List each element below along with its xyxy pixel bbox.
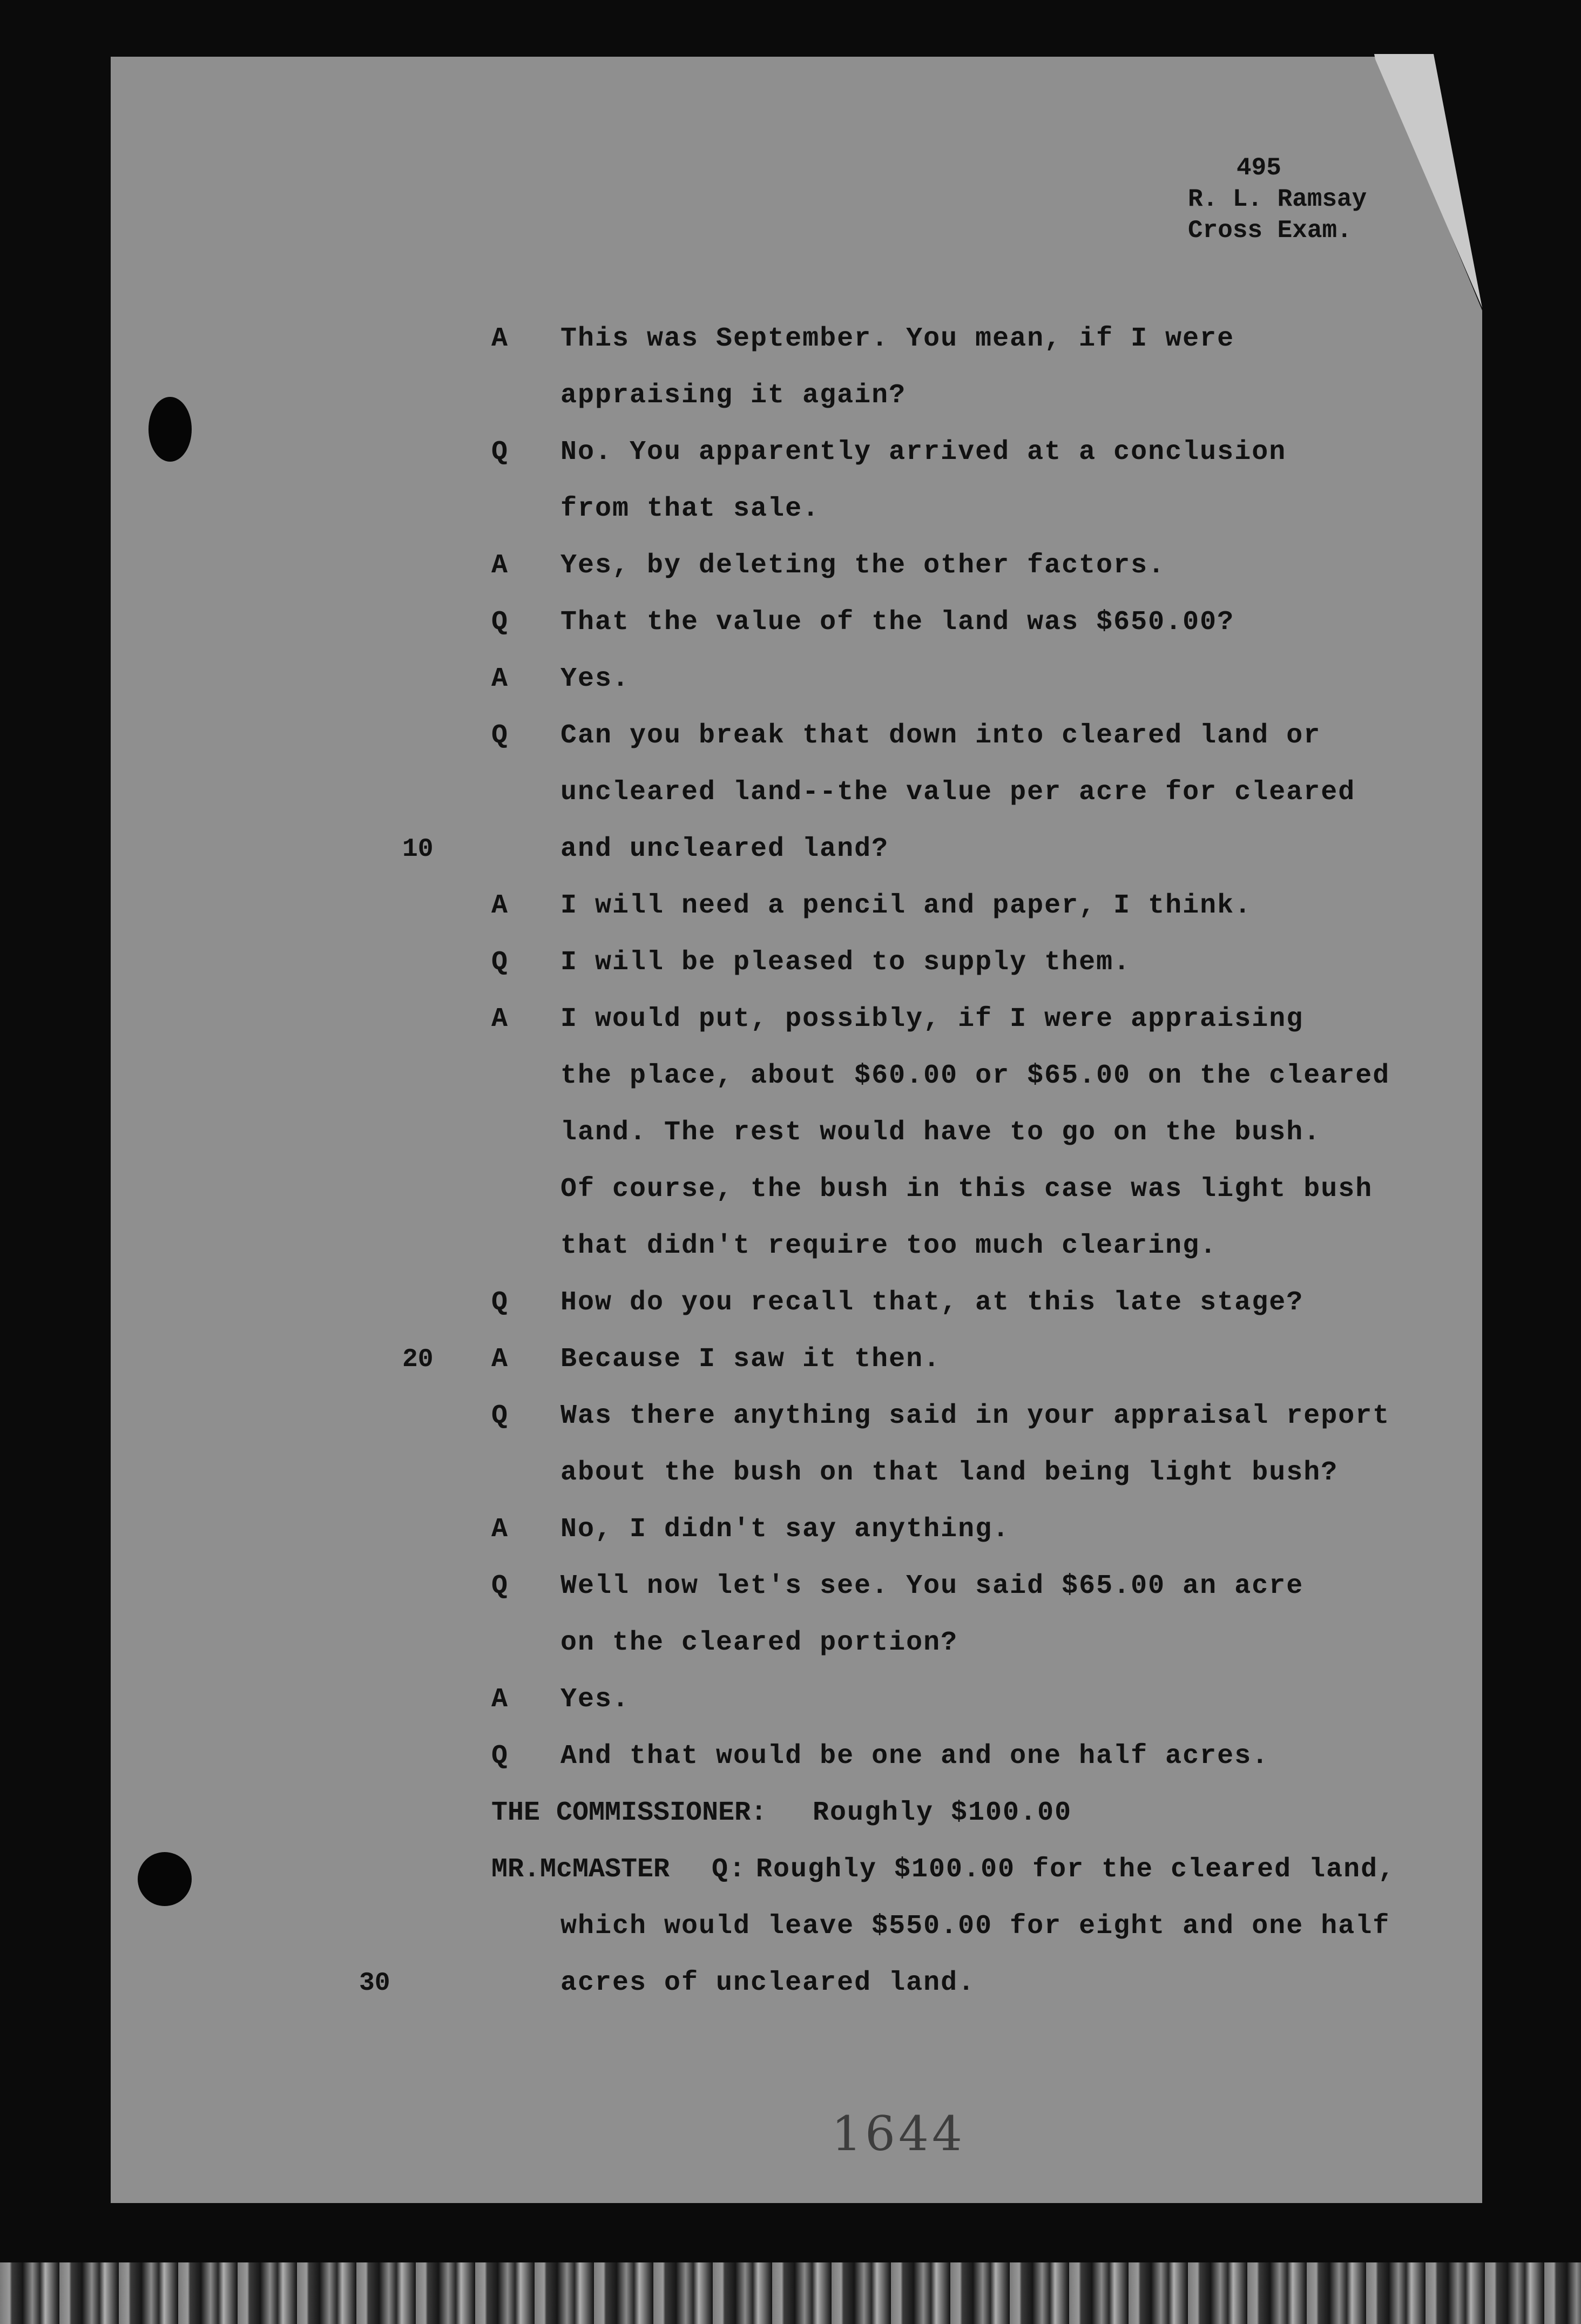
line-text: the place, about $60.00 or $65.00 on the cleared (560, 1060, 1390, 1091)
line-text: on the cleared portion? (560, 1627, 958, 1658)
line-number-20: 20 (402, 1345, 434, 1374)
speaker-marker: A (491, 1344, 508, 1375)
line-text: How do you recall that, at this late stage? (560, 1287, 1304, 1318)
line-text: Yes. (560, 664, 630, 694)
line-text: I will be pleased to supply them. (560, 947, 1131, 978)
line-text: and uncleared land? (560, 834, 889, 864)
line-text: I would put, possibly, if I were appraising (560, 1004, 1304, 1035)
line-text: land. The rest would have to go on the bush. (560, 1117, 1321, 1148)
speaker-marker: Q (491, 1287, 508, 1318)
mcmaster-marker: Q: (712, 1854, 747, 1885)
mcmaster-text: Roughly $100.00 for the cleared land, (756, 1854, 1396, 1885)
speaker-marker: A (491, 664, 508, 694)
speaker-marker: Q (491, 607, 508, 638)
film-strip-edge (0, 2262, 1581, 2324)
speaker-marker: Q (491, 1401, 508, 1431)
continuation-line: which would leave $550.00 for eight and one half (560, 1911, 1390, 1942)
speaker-marker: A (491, 890, 508, 921)
line-text: Yes. (560, 1684, 630, 1715)
speaker-marker: Q (491, 437, 508, 468)
line-text: That the value of the land was $650.00? (560, 607, 1235, 638)
line-number-10: 10 (402, 835, 434, 864)
speaker-marker: A (491, 1514, 508, 1545)
line-text: This was September. You mean, if I were (560, 323, 1235, 354)
line-text: I will need a pencil and paper, I think. (560, 890, 1252, 921)
line-text: And that would be one and one half acres. (560, 1741, 1269, 1772)
speaker-marker: A (491, 1004, 508, 1035)
speaker-marker: Q (491, 720, 508, 751)
line-text: uncleared land--the value per acre for cleared (560, 777, 1356, 808)
commissioner-speaker: THE COMMISSIONER: (491, 1798, 767, 1828)
speaker-marker: A (491, 323, 508, 354)
page-number: 495 (1237, 154, 1281, 182)
mcmaster-speaker: MR.McMASTER (491, 1854, 670, 1885)
continuation-line: acres of uncleared land. (560, 1968, 976, 1998)
punch-hole-bottom (138, 1852, 192, 1906)
line-text: Can you break that down into cleared land or (560, 720, 1321, 751)
archive-stamp-number: 1644 (832, 2106, 965, 2161)
line-text: about the bush on that land being light bush? (560, 1457, 1339, 1488)
speaker-marker: A (491, 550, 508, 581)
line-text: Was there anything said in your appraisal report (560, 1401, 1390, 1431)
line-text: Well now let's see. You said $65.00 an acre (560, 1571, 1304, 1602)
speaker-marker: Q (491, 947, 508, 978)
punch-hole-top (148, 397, 192, 462)
line-text: Of course, the bush in this case was light bush (560, 1174, 1373, 1205)
line-text: Yes, by deleting the other factors. (560, 550, 1166, 581)
line-text: No. You apparently arrived at a conclusion (560, 437, 1287, 468)
speaker-marker: Q (491, 1741, 508, 1772)
commissioner-text: Roughly $100.00 (813, 1798, 1072, 1828)
speaker-marker: Q (491, 1571, 508, 1602)
line-text: appraising it again? (560, 380, 907, 411)
line-text: that didn't require too much clearing. (560, 1231, 1218, 1261)
line-number-30: 30 (359, 1969, 390, 1998)
exam-type: Cross Exam. (1188, 217, 1352, 245)
speaker-marker: A (491, 1684, 508, 1715)
witness-name: R. L. Ramsay (1188, 185, 1367, 213)
line-text: Because I saw it then. (560, 1344, 941, 1375)
line-text: from that sale. (560, 494, 820, 524)
line-text: No, I didn't say anything. (560, 1514, 1010, 1545)
